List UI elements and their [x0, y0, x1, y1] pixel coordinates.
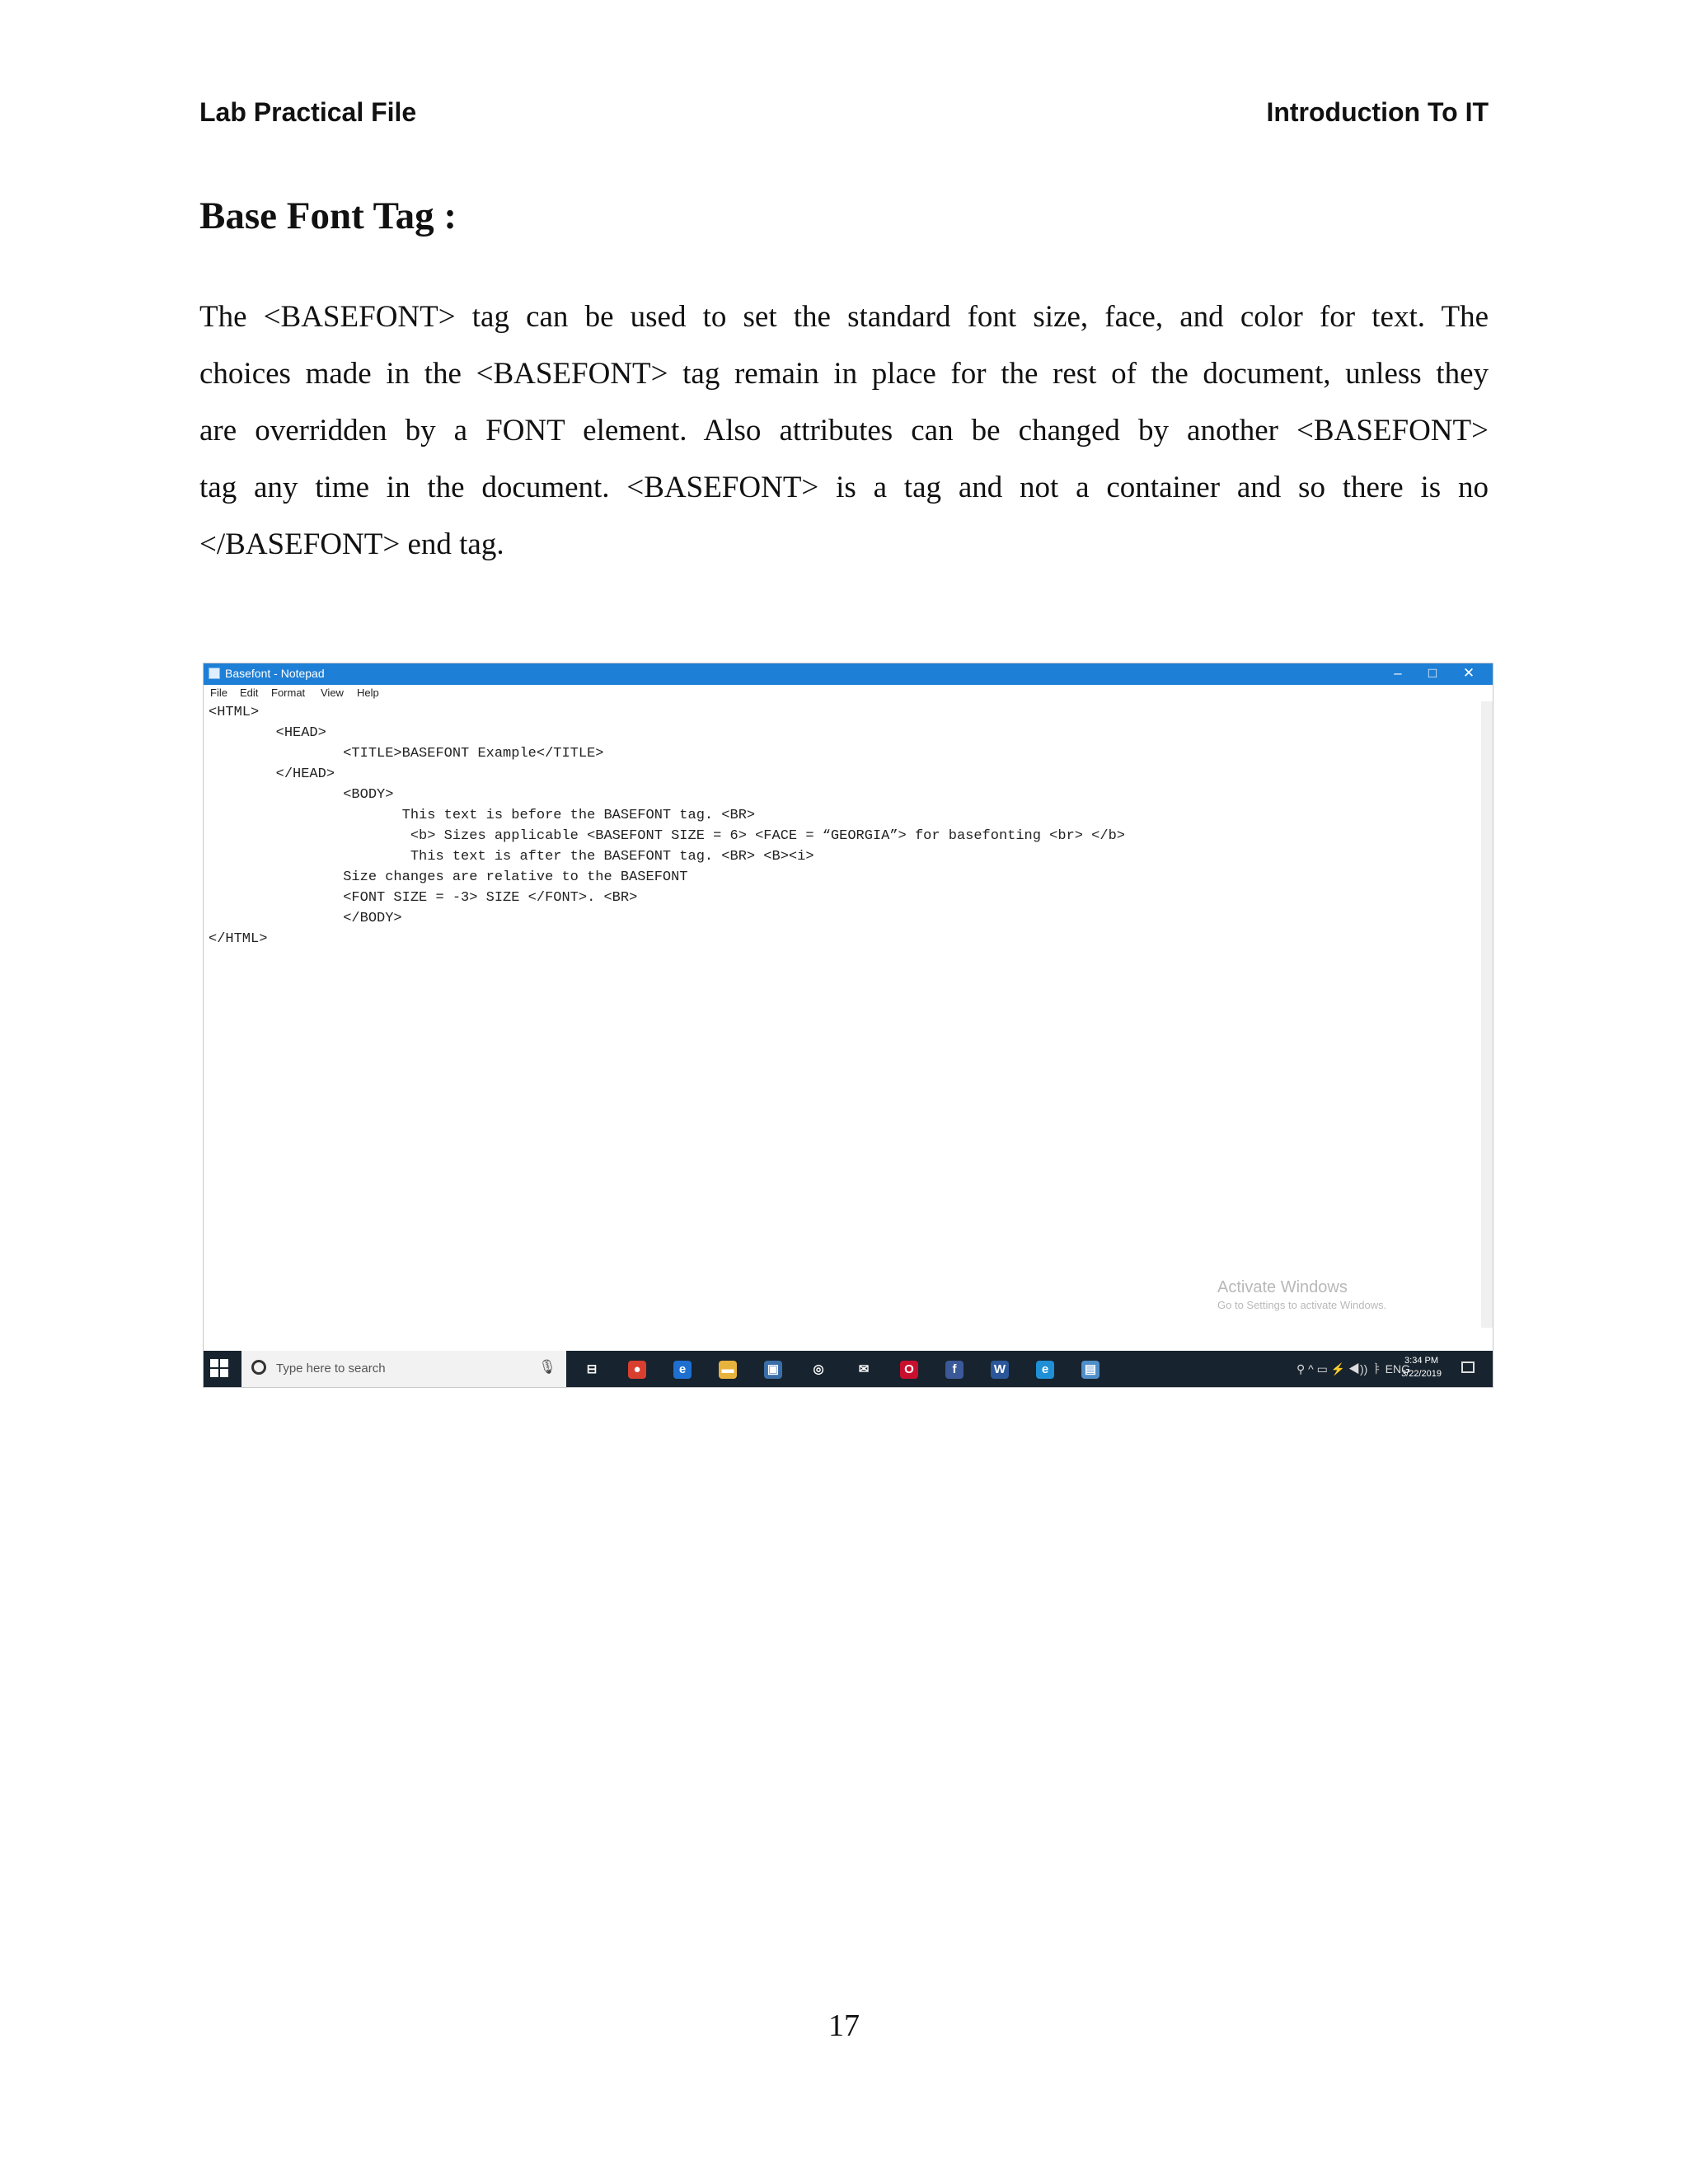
system-tray-icons[interactable]: ⚲ ^ ▭ ⚡ ◀)) ㅑ ENG	[1296, 1362, 1410, 1376]
code-line: This text is after the BASEFONT tag. <BR> <B><i>	[209, 849, 814, 865]
page-number: 17	[828, 2008, 860, 2043]
word-icon[interactable]: W	[991, 1361, 1009, 1379]
notepad-app-icon	[209, 668, 220, 679]
notepad-screenshot	[203, 663, 1493, 1388]
taskbar	[204, 1351, 1493, 1387]
minimize-button[interactable]: –	[1394, 665, 1402, 681]
watermark-subtitle: Go to Settings to activate Windows.	[1217, 1299, 1387, 1311]
paragraph-line: </BASEFONT> end tag.	[199, 527, 504, 561]
paragraph-line: are overridden by a FONT element. Also attributes can be changed by another <BASEFONT>	[199, 414, 1489, 448]
code-line: <b> Sizes applicable <BASEFONT SIZE = 6> <FACE = “GEORGIA”> for basefonting <br> </b>	[209, 828, 1125, 844]
code-line: </HTML>	[209, 931, 268, 947]
task-view-icon[interactable]: ⊟	[583, 1361, 601, 1379]
cortana-icon	[251, 1360, 266, 1375]
section-title: Base Font Tag :	[199, 194, 457, 237]
menu-bar	[204, 685, 1493, 701]
mail-icon[interactable]: ✉	[855, 1361, 873, 1379]
menu-format[interactable]: Format	[271, 687, 306, 699]
window-title: Basefont - Notepad	[225, 667, 325, 680]
menu-view[interactable]: View	[321, 687, 344, 699]
menu-edit[interactable]: Edit	[240, 687, 259, 699]
code-line: <FONT SIZE = -3> SIZE </FONT>. <BR>	[209, 890, 638, 906]
file-explorer-icon[interactable]: ▬	[719, 1361, 737, 1379]
clock-time: 3:34 PM	[1404, 1356, 1439, 1366]
body-paragraph	[199, 288, 1489, 573]
paragraph-line: The <BASEFONT> tag can be used to set the standard font size, face, and color for text. The	[199, 300, 1489, 334]
window-titlebar	[204, 663, 1493, 685]
chrome-icon[interactable]: ●	[628, 1361, 646, 1379]
code-line: This text is before the BASEFONT tag. <BR>	[209, 808, 756, 823]
menu-file[interactable]: File	[210, 687, 227, 699]
header-right: Introduction To IT	[1266, 97, 1489, 127]
windows-start-icon[interactable]	[210, 1359, 228, 1377]
activate-windows-watermark	[1217, 1278, 1386, 1311]
close-button[interactable]: ✕	[1462, 665, 1475, 681]
code-line: Size changes are relative to the BASEFONT	[209, 869, 688, 885]
code-line: <HTML>	[209, 705, 260, 720]
menu-help[interactable]: Help	[357, 687, 379, 699]
microphone-icon[interactable]: 🎙	[538, 1359, 556, 1375]
header-left: Lab Practical File	[199, 97, 417, 127]
vertical-scrollbar[interactable]	[1481, 701, 1493, 1328]
code-line: <TITLE>BASEFONT Example</TITLE>	[209, 746, 604, 762]
paragraph-line: tag any time in the document. <BASEFONT> is a tag and not a container and so there is no	[199, 471, 1489, 504]
maximize-button[interactable]: □	[1428, 665, 1437, 681]
facebook-icon[interactable]: f	[945, 1361, 964, 1379]
notification-center-icon[interactable]	[1461, 1361, 1475, 1373]
opera-icon[interactable]: O	[900, 1361, 918, 1379]
search-placeholder: Type here to search	[276, 1361, 386, 1376]
code-line: </BODY>	[209, 911, 402, 926]
edge-icon[interactable]: e	[673, 1361, 692, 1379]
ie-icon[interactable]: e	[1036, 1361, 1054, 1379]
code-line: </HEAD>	[209, 766, 335, 782]
media-icon[interactable]: ◎	[809, 1361, 828, 1379]
watermark-title: Activate Windows	[1217, 1278, 1348, 1296]
taskbar-clock[interactable]	[1401, 1354, 1442, 1380]
store-icon[interactable]: ▣	[764, 1361, 782, 1379]
code-line: <HEAD>	[209, 725, 326, 741]
code-line: <BODY>	[209, 787, 394, 803]
taskbar-search-box[interactable]	[241, 1351, 566, 1387]
paragraph-line: choices made in the <BASEFONT> tag remain in place for the rest of the document, unless they	[199, 357, 1489, 391]
clock-date: 3/22/2019	[1401, 1369, 1442, 1379]
notepad-icon[interactable]: ▤	[1081, 1361, 1100, 1379]
